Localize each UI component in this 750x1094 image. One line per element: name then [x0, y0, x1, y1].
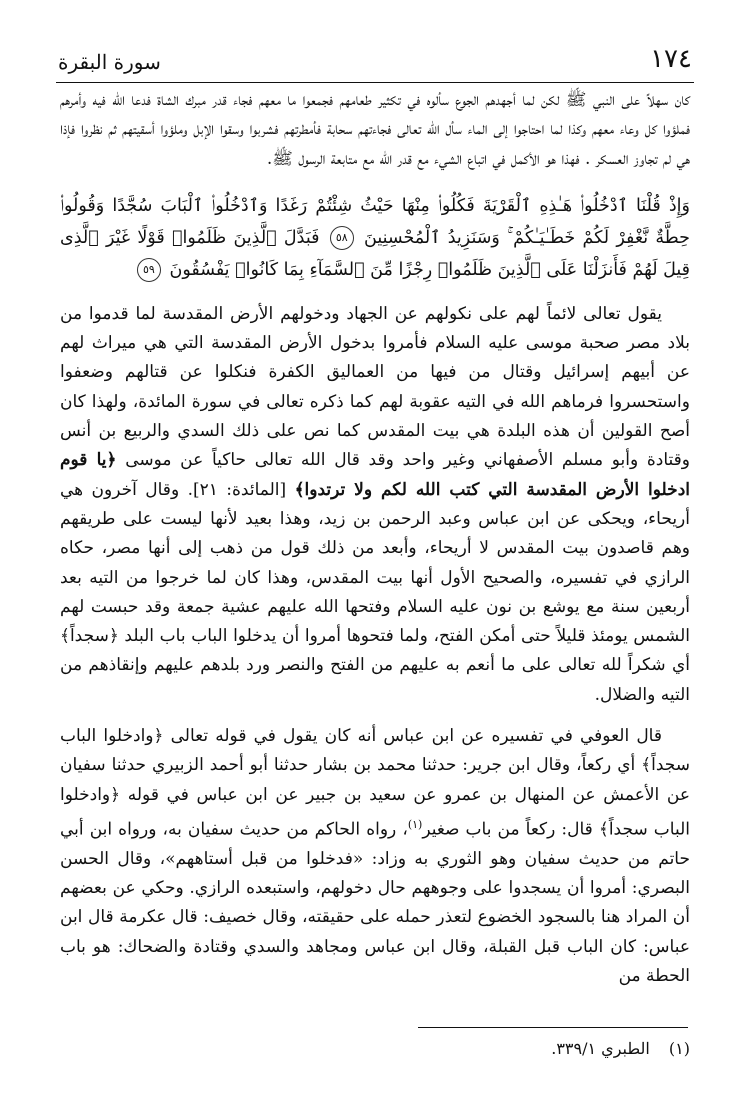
paragraph-text: يقول تعالى لائماً لهم على نكولهم عن الجهاد ودخولهم الأرض المقدسة لما قدموا من بلاد مصر صحبة موسى عليه السلام فأمروا بدخول الأرض المقدسة التي هي ميراث لهم عن أبيهم إسرائيل وقتال من فيها من العماليق الكفرة فنكلوا عن قتالهم وضعفوا واستحسروا فرماهم الله في التيه عقوبة لهم كما ذكره تعالى في سورة المائدة، ولهذا كان أصح القولين أن هذه البلدة هي بيت المقدس كما نص على ذلك السدي والربيع بن أنس وقتادة وأبو مسلم الأصفهاني وغير واحد وقد قال الله تعالى حاكياً عن موسى [60, 303, 690, 471]
ayah-number-58: ٥٨ [330, 226, 354, 250]
footnote-divider [418, 1027, 688, 1028]
footnote-text: الطبري ٣٣٩/١. [551, 1039, 650, 1058]
quran-verse [60, 190, 690, 286]
quran-quote: ﴿يا قوم ادخلوا الأرض المقدسة التي كتب الله لكم ولا ترتدوا﴾ [60, 450, 690, 500]
commentary-paragraph-2 [60, 722, 690, 991]
verse-text-58: وَإِذْ قُلْنَا ٱدْخُلُوا۟ هَـٰذِهِ ٱلْقَرْيَةَ فَكُلُوا۟ مِنْهَا حَيْثُ شِئْتُمْ رَغَدًا وَٱدْخُلُوا۟ ٱلْبَابَ سُجَّدًا وَقُولُوا۟ حِطَّةٌ نَّغْفِرْ لَكُمْ خَطَـٰيَـٰكُمْ ۚ وَسَنَزِيدُ ٱلْمُحْسِنِينَ [60, 195, 690, 248]
ayah-number-59: ٥٩ [137, 258, 161, 282]
page-header [56, 42, 694, 83]
intro-line: العسكر . فهذا هو الأكمل في اتباع الشيء مع قدر الله مع متابعة الرسول ﷺ. [266, 148, 629, 169]
intro-line: قدر مبرك الشاة فدعا الله فيه وأمرهم فملؤوا كل وعاء معهم وكذا لما احتاجوا إلى الماء سأل الله [60, 90, 691, 140]
footnote-reference[interactable]: (١) [407, 817, 423, 831]
intro-paragraph [60, 86, 690, 174]
verse-text-59: فَبَدَّلَ ٱلَّذِينَ ظَلَمُوا۟ قَوْلًا غَيْرَ ٱلَّذِى قِيلَ لَهُمْ فَأَنزَلْنَا عَلَى ٱلَّذِينَ ظَلَمُوا۟ رِجْزًا مِّنَ ٱلسَّمَآءِ بِمَا كَانُوا۟ يَفْسُقُونَ [60, 227, 690, 280]
paragraph-text: [المائدة: ٢١]. وقال آخرون هي أريحاء، ويحكى عن ابن عباس وعبد الرحمن بن زيد، وهذا بعيد لأنها ليست على طريقهم وهم قاصدون بيت المقدس لا أريحاء، وأبعد من ذلك قول من ذهب إلى أنها مصر، حكاه الرازي في تفسيره، والصحيح الأول أنها بيت المقدس، وهذا كان لما خرجوا من التيه بعد أربعين سنة مع يوشع بن نون عليه السلام وفتحها الله عليهم عشية جمعة وقد حبست لهم الشمس يومئذ قليلاً حتى أمكن الفتح، ولما فتحوها أمروا أن يدخلوا الباب باب البلد ﴿سجداً﴾ أي شكراً لله تعالى على ما أنعم به عليهم من الفتح والنصر ورد بلدهم عليهم وإنقاذهم من التيه والضلال. [60, 479, 690, 705]
page-body [60, 86, 690, 991]
footnote [60, 1036, 690, 1062]
footnote-number: (١) [668, 1039, 690, 1058]
surah-title: سورة البقرة [58, 50, 161, 74]
page-number: ١٧٤ [650, 44, 692, 74]
intro-line: كان سهلاً على النبي ﷺ لكن لما أجهدهم الجوع سألوه في تكثير طعامهم فجمعوا ما معهم فجاء [233, 90, 691, 110]
paragraph-text: قال العوفي في تفسيره عن ابن عباس أنه كان يقول في قوله تعالى ﴿وادخلوا الباب سجداً﴾ أي ركعاً، وقال ابن جرير: حدثنا محمد بن بشار حدثنا أبو أحمد الزبيري حدثنا سفيان عن الأعمش عن المنهال بن عمرو عن سعيد بن جبير عن ابن عباس في قوله ﴿وادخلوا الباب سجداً﴾ قال: ركعاً من باب صغير [60, 726, 690, 840]
paragraph-text: ، رواه الحاكم من حديث سفيان به، ورواه ابن أبي حاتم من حديث سفيان وهو الثوري به وزاد: «فدخلوا من قبل أستاههم»، وقال الحسن البصري: أمروا أن يسجدوا على وجوههم حال دخولهم، واستبعده الرازي. وحكي عن بعضهم أن المراد هنا بالسجود الخضوع لتعذر حمله على حقيقته، وقال خصيف: قال عكرمة قال ابن عباس: كان الباب قبل القبلة، وقال ابن عباس ومجاهد والسدي وقتادة والضحاك: هو باب الحطة من [60, 819, 690, 987]
commentary-paragraph-1 [60, 300, 690, 710]
intro-line: تعالى فجاءتهم سحابة فأمطرتهم فشربوا وسقوا الإبل وملؤوا أسقيتهم ثم نظروا فإذا هي لم تجاوز [60, 119, 690, 169]
